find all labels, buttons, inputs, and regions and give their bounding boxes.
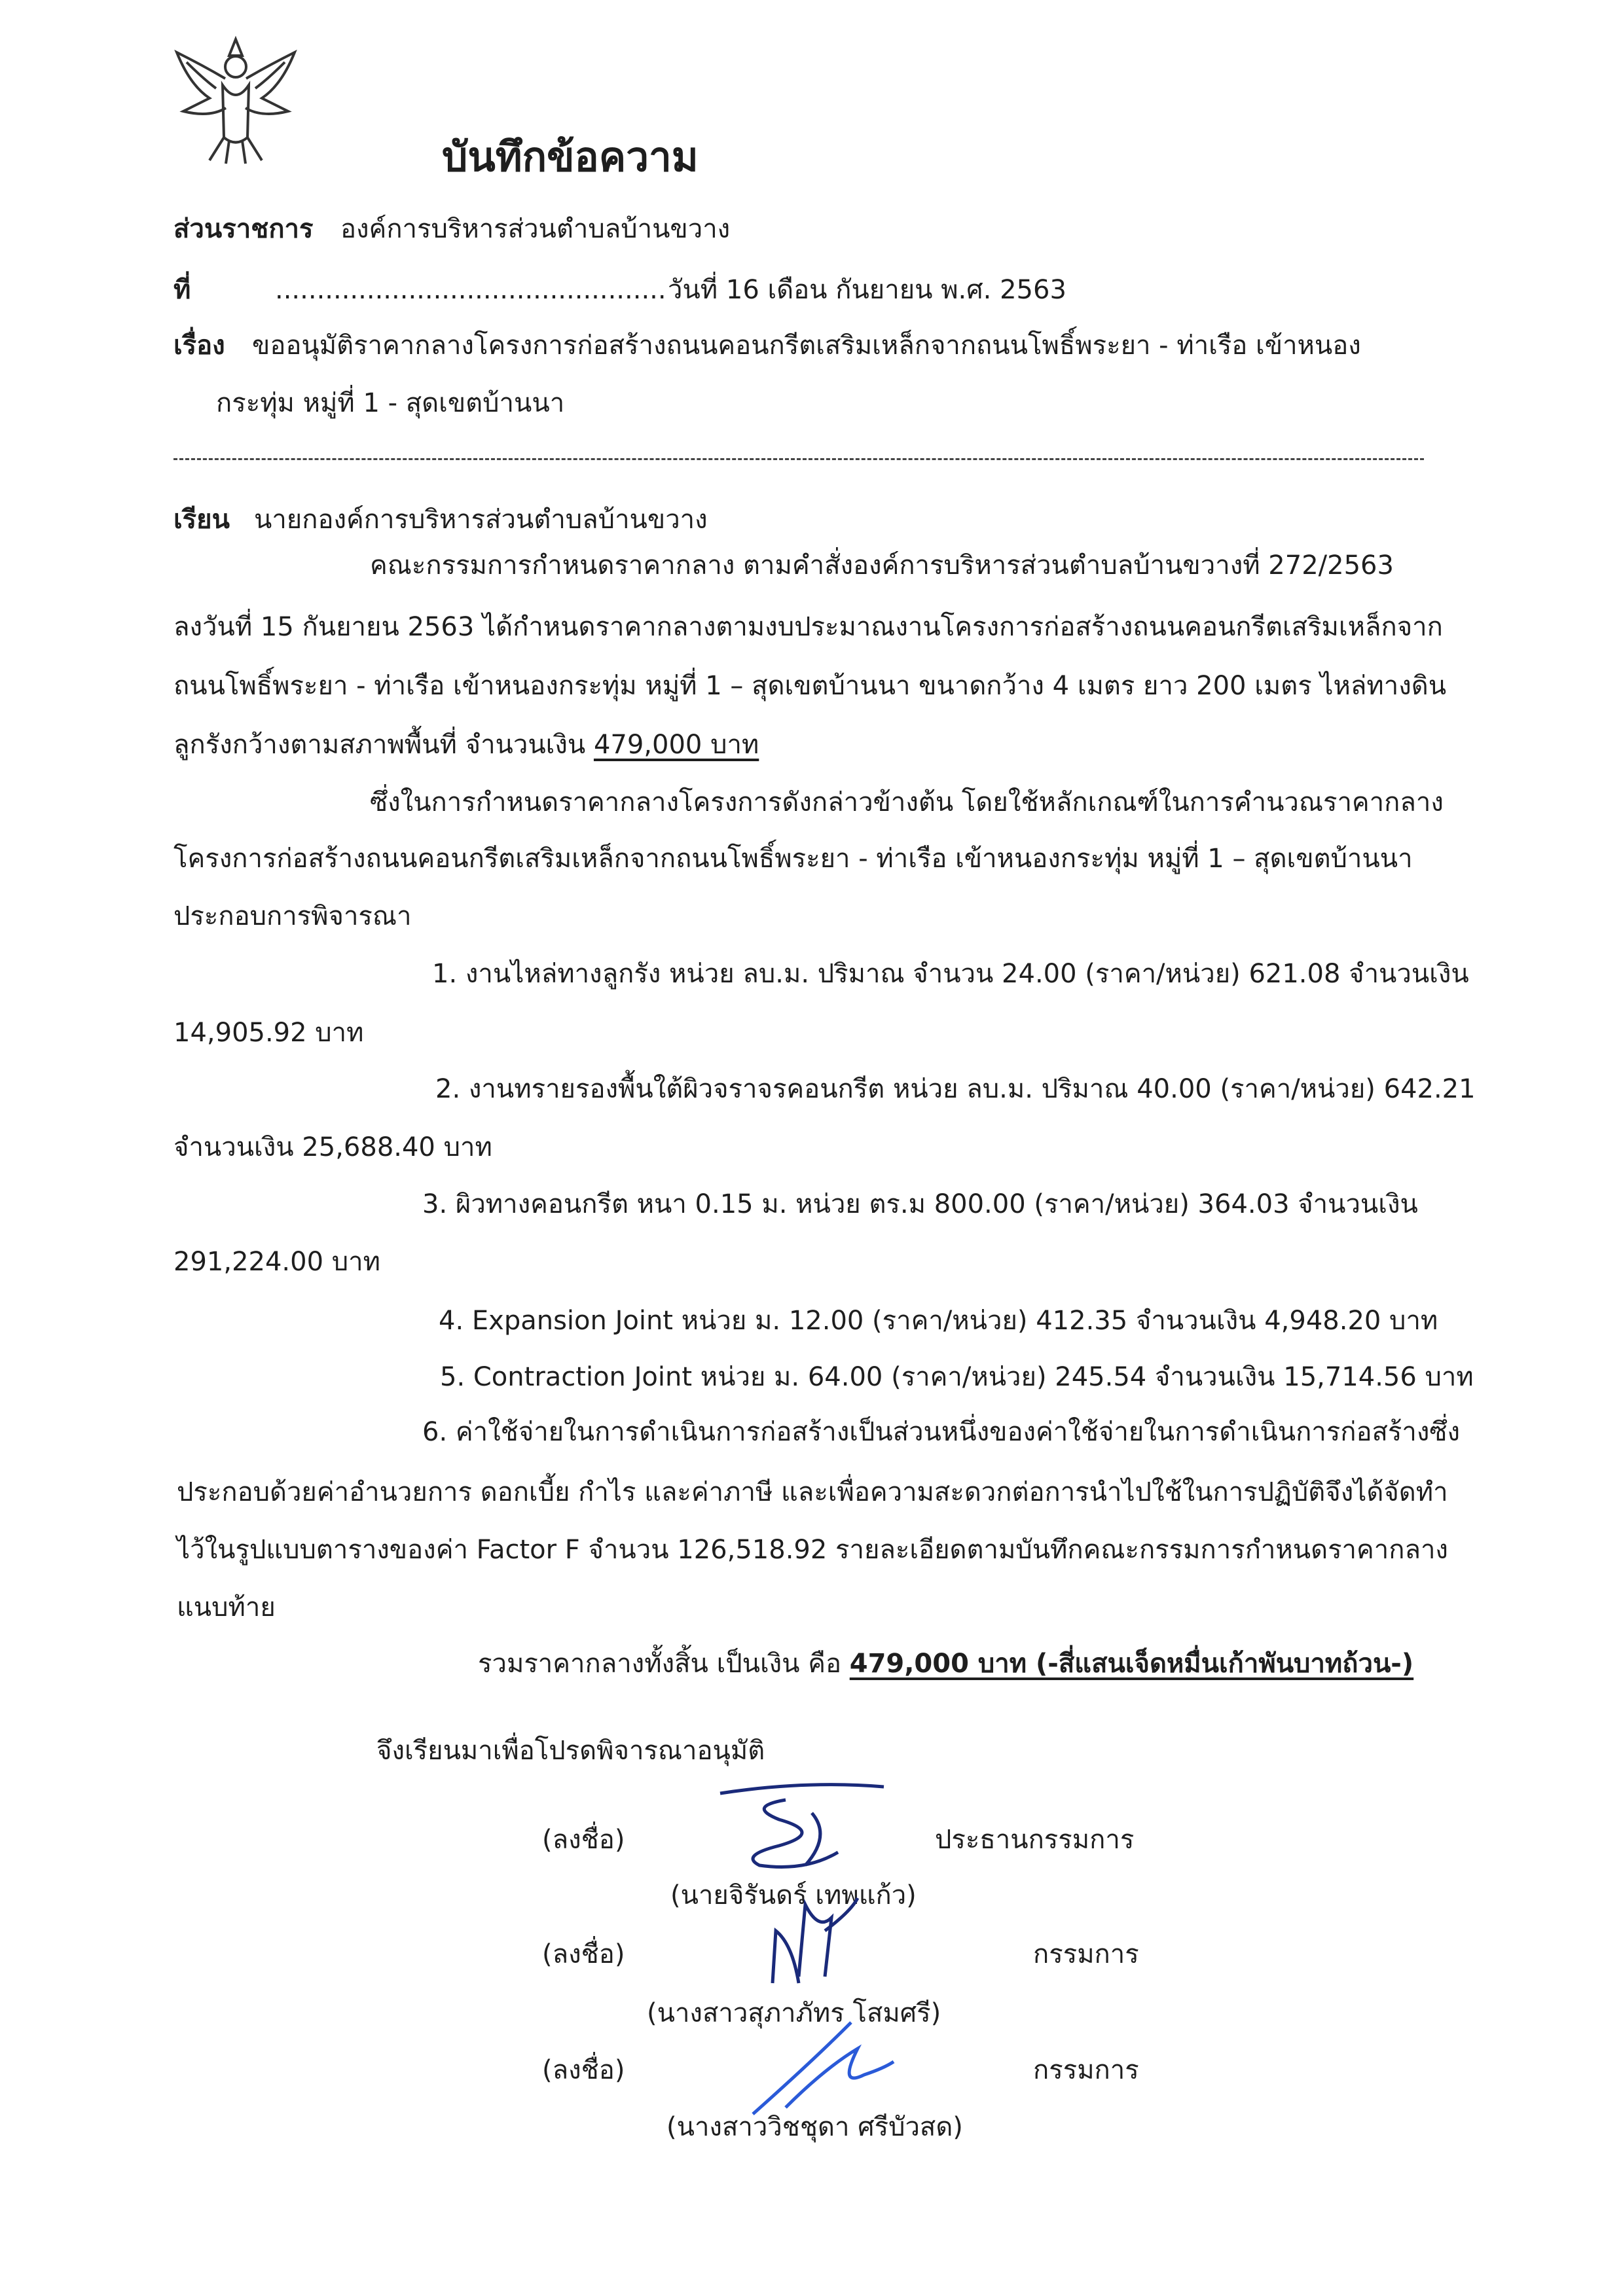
document-title: บันทึกข้อความ <box>442 133 699 181</box>
item6-line1: 6. ค่าใช้จ่ายในการดำเนินการก่อสร้างเป็นส่วนหนึ่งของค่าใช้จ่ายในการดำเนินการก่อสร้างซึ่ง <box>422 1417 1461 1447</box>
item3-line2: 291,224.00 บาท <box>173 1247 380 1277</box>
item2-line1: 2. งานทรายรองพื้นใต้ผิวจราจรคอนกรีต หน่วย ลบ.ม. ปริมาณ 40.00 (ราคา/หน่วย) 642.21 <box>435 1074 1476 1104</box>
item1-line1: 1. งานไหล่ทางลูกรัง หน่วย ลบ.ม. ปริมาณ จำนวน 24.00 (ราคา/หน่วย) 621.08 จำนวนเงิน <box>432 959 1469 989</box>
item3-line1: 3. ผิวทางคอนกรีต หนา 0.15 ม. หน่วย ตร.ม 800.00 (ราคา/หน่วย) 364.03 จำนวนเงิน <box>422 1189 1418 1219</box>
para2-line3: ประกอบการพิจารณา <box>173 901 412 931</box>
para1-line4-text: ลูกรังกว้างตามสภาพพื้นที่ จำนวนเงิน <box>173 730 594 760</box>
item2-line2: จำนวนเงิน 25,688.40 บาท <box>173 1132 492 1162</box>
para1-line1: คณะกรรมการกำหนดราคากลาง ตามคำสั่งองค์การบริหารส่วนตำบลบ้านขวางที่ 272/2563 <box>370 550 1394 581</box>
reference-label: ที่ <box>173 275 191 305</box>
document-date: วันที่ 16 เดือน กันยายน พ.ศ. 2563 <box>668 275 1066 305</box>
para1-line3: ถนนโพธิ์พระยา - ท่าเรือ เข้าหนองกระทุ่ม หมู่ที่ 1 – สุดเขตบ้านนา ขนาดกว้าง 4 เมตร ยาว 200 เมตร ไหล่ทางดิน <box>173 671 1447 701</box>
role-3: กรรมการ <box>1033 2055 1139 2085</box>
para1-line4 <box>173 726 759 763</box>
closing-line: จึงเรียนมาเพื่อโปรดพิจารณาอนุมัติ <box>376 1736 765 1766</box>
total-prefix: รวมราคากลางทั้งสิ้น เป็นเงิน คือ <box>478 1649 850 1679</box>
item1-line2: 14,905.92 บาท <box>173 1018 364 1048</box>
addressee-value: นายกองค์การบริหารส่วนตำบลบ้านขวาง <box>254 505 708 535</box>
signer-name-1: (นายจิรันดร์ เทพแก้ว) <box>670 1880 917 1910</box>
signature-1-icon <box>707 1774 903 1885</box>
sign-label-2: (ลงชื่อ) <box>542 1939 625 1969</box>
sign-label-1: (ลงชื่อ) <box>542 1825 625 1855</box>
total-line <box>478 1645 1413 1682</box>
agency-label: ส่วนราชการ <box>173 214 314 244</box>
item5: 5. Contraction Joint หน่วย ม. 64.00 (ราคา/หน่วย) 245.54 จำนวนเงิน 15,714.56 บาท <box>440 1362 1474 1392</box>
signer-name-3: (นางสาววิชชุดา ศรีบัวสด) <box>666 2112 963 2142</box>
signer-name-2: (นางสาวสุภาภัทร โสมศรี) <box>647 1998 941 2028</box>
agency-value: องค์การบริหารส่วนตำบลบ้านขวาง <box>340 214 731 244</box>
signature-3-icon <box>740 2009 910 2121</box>
subject-label: เรื่อง <box>173 331 225 361</box>
para2-line1: ซึ่งในการกำหนดราคากลางโครงการดังกล่าวข้างต้น โดยใช้หลักเกณฑ์ในการคำนวณราคากลาง <box>370 787 1444 817</box>
item6-line3: ไว้ในรูปแบบตารางของค่า Factor F จำนวน 126,518.92 รายละเอียดตามบันทึกคณะกรรมการกำหนดราคากลาง <box>177 1535 1448 1565</box>
signature-2-icon <box>746 1892 877 1990</box>
para2-line2: โครงการก่อสร้างถนนคอนกรีตเสริมเหล็กจากถนนโพธิ์พระยา - ท่าเรือ เข้าหนองกระทุ่ม หมู่ที่ 1 – สุดเขตบ้านนา <box>173 844 1413 874</box>
role-1: ประธานกรรมการ <box>935 1825 1135 1855</box>
item6-line4: แนบท้าย <box>177 1592 276 1623</box>
item4: 4. Expansion Joint หน่วย ม. 12.00 (ราคา/หน่วย) 412.35 จำนวนเงิน 4,948.20 บาท <box>439 1306 1438 1336</box>
total-amount: 479,000 บาท (-สี่แสนเจ็ดหมื่นเก้าพันบาทถ้วน-) <box>849 1649 1414 1679</box>
para1-amount: 479,000 บาท <box>593 730 759 760</box>
para1-line2: ลงวันที่ 15 กันยายน 2563 ได้กำหนดราคากลางตามงบประมาณงานโครงการก่อสร้างถนนคอนกรีตเสริมเหล็กจาก <box>173 612 1443 642</box>
addressee-label: เรียน <box>173 505 230 535</box>
garuda-emblem-icon <box>164 26 308 170</box>
reference-dots: ............................................... <box>275 275 666 305</box>
subject-line-1: ขออนุมัติราคากลางโครงการก่อสร้างถนนคอนกรีตเสริมเหล็กจากถนนโพธิ์พระยา - ท่าเรือ เข้าหนอง <box>252 331 1361 361</box>
role-2: กรรมการ <box>1033 1939 1139 1969</box>
header-divider <box>173 458 1424 460</box>
sign-label-3: (ลงชื่อ) <box>542 2055 625 2085</box>
subject-line-2: กระทุ่ม หมู่ที่ 1 - สุดเขตบ้านนา <box>216 388 565 418</box>
item6-line2: ประกอบด้วยค่าอำนวยการ ดอกเบี้ย กำไร และค่าภาษี และเพื่อความสะดวกต่อการนำไปใช้ในการปฏิบัติจึงได้จัดทำ <box>177 1477 1448 1507</box>
